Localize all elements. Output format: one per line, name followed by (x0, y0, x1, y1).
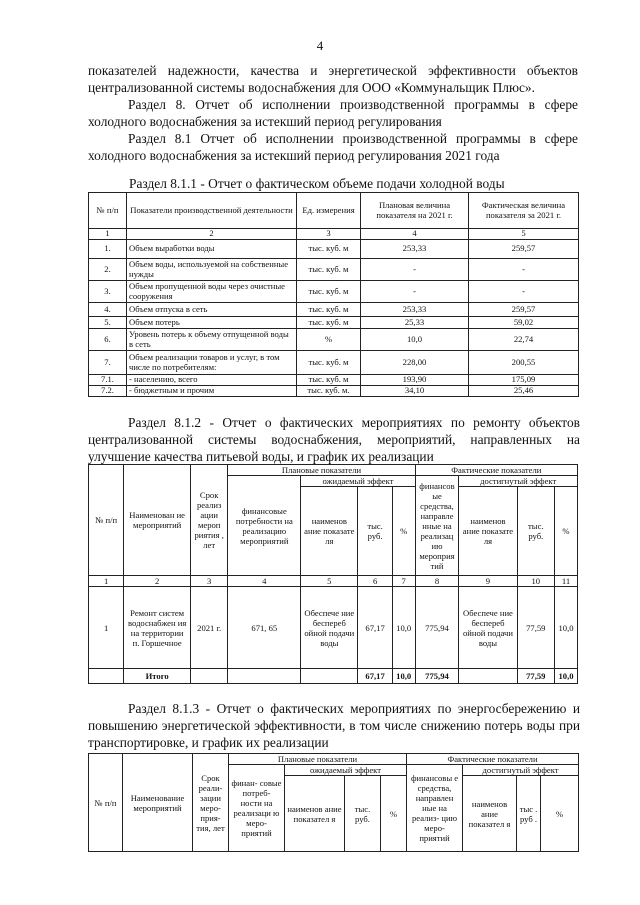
empty-cell (89, 669, 124, 684)
header-cell: % (392, 487, 415, 576)
table1-header-cell: Плановая величина показателя на 2021 г. (361, 193, 469, 229)
row-ths: 67,17 (358, 587, 392, 669)
row-indicator-fact: Обеспече ние бесперeб ойной подачи воды (459, 587, 517, 669)
header-cell: № п/п (89, 754, 123, 852)
table1-caption: Раздел 8.1.1 - Отчет о фактическом объеме подачи холодной воды (129, 176, 505, 191)
row-number: 7.2. (89, 386, 127, 397)
empty-cell (190, 669, 227, 684)
table2-index-row (89, 576, 578, 587)
row-number: 1 (89, 587, 124, 669)
table-row (89, 240, 579, 259)
row-name: - бюджетным и прочим (127, 386, 297, 397)
header-cell: наименов ание показател я (463, 776, 517, 852)
row-plan: 253,33 (361, 240, 469, 259)
index-cell: 10 (517, 576, 554, 587)
row-number: 2. (89, 259, 127, 281)
total-pct: 10,0 (392, 669, 415, 684)
row-plan: - (361, 259, 469, 281)
row-fact: 22,74 (469, 329, 579, 351)
row-unit: тыс. куб. м (297, 259, 361, 281)
row-plan: - (361, 281, 469, 303)
table2-header-row-1 (89, 465, 578, 476)
empty-cell (228, 669, 301, 684)
water-volume-table (88, 192, 579, 397)
header-cell: тыс. руб. (358, 487, 392, 576)
table-row (89, 587, 578, 669)
repair-measures-table (88, 464, 578, 684)
intro-paragraph-3: Раздел 8.1 Отчет об исполнении производственной программы в сфере холодного водоснабжения за истекший период регулирования 2021 года (88, 131, 578, 163)
row-number: 3. (89, 281, 127, 303)
index-cell: 11 (555, 576, 578, 587)
row-name: Объем потерь (127, 317, 297, 329)
header-cell: наименов ание показател я (285, 776, 345, 852)
index-cell: 5 (301, 576, 358, 587)
row-indicator: Обеспече ние беспереб ойной подачи воды (301, 587, 358, 669)
table3-header-row-1 (89, 754, 579, 765)
row-unit: тыс. куб. м (297, 303, 361, 317)
table-row (89, 259, 579, 281)
header-cell: достигнутый эффект (463, 765, 579, 776)
row-fact: 25,46 (469, 386, 579, 397)
header-cell: тыс. руб. (517, 487, 554, 576)
row-name: Объем отпуска в сеть (127, 303, 297, 317)
index-cell: 4 (361, 229, 469, 240)
row-number: 7. (89, 351, 127, 375)
row-plan: 253,33 (361, 303, 469, 317)
row-fact: 59,02 (469, 317, 579, 329)
table-row (89, 329, 579, 351)
intro-paragraph-1: показателей надежности, качества и энергетической эффективности объектов централизованной системы водоснабжения для ООО «Коммунальщик Плюс». (88, 63, 578, 95)
row-unit: % (297, 329, 361, 351)
row-unit: тыс. куб. м (297, 317, 361, 329)
table-row (89, 303, 579, 317)
index-cell: 8 (415, 576, 459, 587)
header-cell: Фактические показатели (415, 465, 577, 476)
section2-title: Раздел 8.1.2 - Отчет о фактических мероприятиях по ремонту объектов централизованной системы водоснабжения, мероприятий, направленных на улучшение качества питьевой воды, и график их реализации (88, 415, 580, 464)
row-fact: 259,57 (469, 240, 579, 259)
header-cell: финансовые потребности на реализацию мероприятий (228, 476, 301, 576)
row-fact: 175,09 (469, 375, 579, 386)
header-cell: финан- совые потреб- ности на реализаци ю меро- приятий (229, 765, 285, 852)
row-plan: 193,90 (361, 375, 469, 386)
page-number: 4 (316, 38, 324, 53)
total-pct-fact: 10,0 (555, 669, 578, 684)
row-name: - населению, всего (127, 375, 297, 386)
total-ths: 67,17 (358, 669, 392, 684)
table1-header-cell: Фактическая величина показателя за 2021 г. (469, 193, 579, 229)
index-cell: 7 (392, 576, 415, 587)
row-unit: тыс. куб. м. (297, 386, 361, 397)
row-name: Объем выработки воды (127, 240, 297, 259)
header-cell: ожидаемый эффект (301, 476, 415, 487)
table1-header-cell: Показатели производственной деятельности (127, 193, 297, 229)
index-cell: 4 (228, 576, 301, 587)
row-number: 1. (89, 240, 127, 259)
header-cell: Плановые показатели (229, 754, 407, 765)
row-plan: 10,0 (361, 329, 469, 351)
row-name: Объем реализации товаров и услуг, в том числе по потребителям: (127, 351, 297, 375)
header-cell: % (555, 487, 578, 576)
row-plan: 228,00 (361, 351, 469, 375)
header-cell: наименов ание показате ля (301, 487, 358, 576)
table-row (89, 375, 579, 386)
index-cell: 1 (89, 229, 127, 240)
header-cell: Срок реализ ации мероп риятия , лет (190, 465, 227, 576)
row-plan: 25,33 (361, 317, 469, 329)
table-row (89, 317, 579, 329)
header-cell: финансов ые средства, направле нные на реализац ию мероприя тий (415, 476, 459, 576)
total-ths-fact: 77,59 (517, 669, 554, 684)
row-number: 6. (89, 329, 127, 351)
row-number: 5. (89, 317, 127, 329)
header-cell: тыс . руб . (517, 776, 541, 852)
row-name: Ремонт систем водоснабжен ия на территории п. Горшечное (124, 587, 191, 669)
table-row (89, 386, 579, 397)
row-fact: - (469, 259, 579, 281)
row-ths-fact: 77,59 (517, 587, 554, 669)
header-cell: финансовы е средства, направлен ные на реализ- цию меро- приятий (407, 765, 463, 852)
table1-header-cell: Ед. измерения (297, 193, 361, 229)
row-unit: тыс. куб. м (297, 375, 361, 386)
header-cell: ожидаемый эффект (285, 765, 407, 776)
row-name: Объем воды, используемой на собственные нужды (127, 259, 297, 281)
total-fin-fact: 775,94 (415, 669, 459, 684)
row-pct-fact: 10,0 (555, 587, 578, 669)
index-cell: 9 (459, 576, 517, 587)
row-fact: 259,57 (469, 303, 579, 317)
index-cell: 6 (358, 576, 392, 587)
table1-header-row (89, 193, 579, 229)
row-pct: 10,0 (392, 587, 415, 669)
index-cell: 3 (190, 576, 227, 587)
row-unit: тыс. куб. м (297, 240, 361, 259)
header-cell: Наименование мероприятий (123, 754, 193, 852)
index-cell: 5 (469, 229, 579, 240)
row-name: Объем пропущенной воды через очистные сооружения (127, 281, 297, 303)
header-cell: Наименован ие мероприятий (124, 465, 191, 576)
row-plan: 34,10 (361, 386, 469, 397)
row-unit: тыс. куб. м (297, 281, 361, 303)
empty-cell (459, 669, 517, 684)
row-fact: 200,55 (469, 351, 579, 375)
row-fin-plan: 671, 65 (228, 587, 301, 669)
energy-measures-table (88, 753, 579, 852)
intro-paragraph-2: Раздел 8. Отчет об исполнении производственной программы в сфере холодного водоснабжения за истекший период регулирования (88, 97, 578, 129)
row-unit: тыс. куб. м (297, 351, 361, 375)
header-cell: наименов ание показате ля (459, 487, 517, 576)
row-number: 7.1. (89, 375, 127, 386)
total-label: Итого (124, 669, 191, 684)
header-cell: Плановые показатели (228, 465, 415, 476)
header-cell: % (381, 776, 407, 852)
header-cell: тыс. руб. (345, 776, 381, 852)
table2-total-row (89, 669, 578, 684)
table-row (89, 351, 579, 375)
index-cell: 2 (127, 229, 297, 240)
index-cell: 1 (89, 576, 124, 587)
row-fact: - (469, 281, 579, 303)
header-cell: Фактические показатели (407, 754, 579, 765)
section3-title: Раздел 8.1.3 - Отчет о фактических мероприятиях по энергосбережению и повышению энергетической эффективности, в том числе снижению потерь воды при транспортировке, и график их реализации (88, 701, 580, 750)
row-fin-fact: 775,94 (415, 587, 459, 669)
table1-header-cell: № п/п (89, 193, 127, 229)
index-cell: 2 (124, 576, 191, 587)
index-cell: 3 (297, 229, 361, 240)
header-cell: достигнутый эффект (459, 476, 578, 487)
row-name: Уровень потерь к объему отпущенной воды в сеть (127, 329, 297, 351)
header-cell: Срок реали- зации меро- прия- тия, лет (193, 754, 229, 852)
empty-cell (301, 669, 358, 684)
row-number: 4. (89, 303, 127, 317)
row-term: 2021 г. (190, 587, 227, 669)
header-cell: % (541, 776, 579, 852)
table1-index-row (89, 229, 579, 240)
header-cell: № п/п (89, 465, 124, 576)
table-row (89, 281, 579, 303)
